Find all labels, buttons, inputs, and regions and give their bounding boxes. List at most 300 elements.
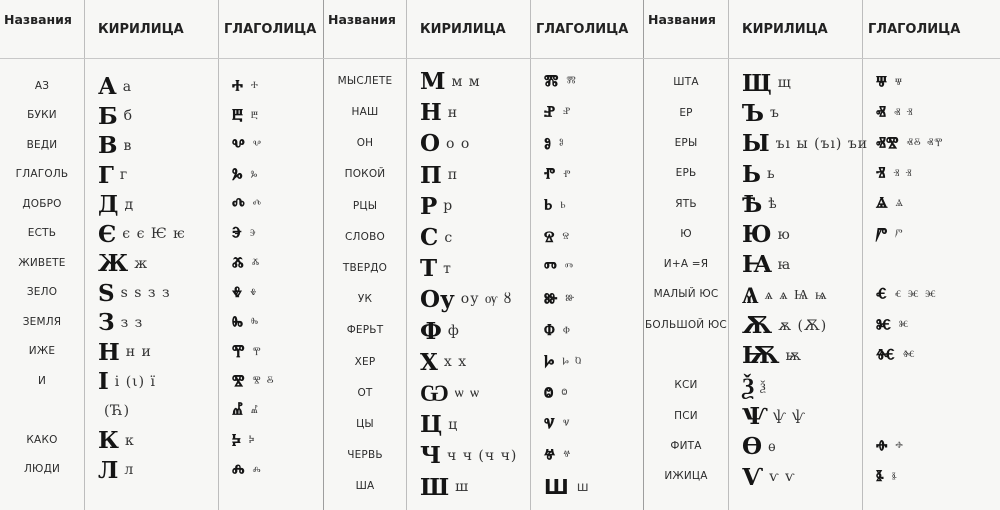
glagolitic-capital: ⱌ bbox=[544, 412, 555, 437]
letter-name: КАКО bbox=[26, 433, 58, 446]
cyrillic-variants: ѫ (Ѫ) bbox=[778, 317, 828, 334]
glagolitic-forms bbox=[876, 129, 996, 159]
cyrillic-forms bbox=[742, 68, 860, 98]
cyrillic-forms bbox=[742, 401, 860, 431]
letter-name: ЖИВЕТЕ bbox=[18, 256, 66, 269]
glagolitic-capital: ⰴ bbox=[232, 192, 245, 217]
cyrillic-variants: л bbox=[124, 462, 135, 479]
glagolitic-capital: ⱋ bbox=[876, 71, 887, 96]
cyrillic-forms bbox=[98, 161, 216, 191]
letter-name: УК bbox=[357, 293, 373, 306]
glagolitic-forms bbox=[232, 249, 320, 279]
glagolitic-variants: ⰺ ⰻ bbox=[252, 374, 275, 390]
glagolitic-capital: ⰹ bbox=[232, 340, 245, 365]
column-divider bbox=[406, 0, 407, 510]
cyrillic-forms bbox=[98, 190, 216, 220]
glagolitic-variants: ⰷ bbox=[249, 285, 258, 301]
glagolitic-forms bbox=[232, 426, 320, 456]
cyrillic-capital: Ъ bbox=[742, 99, 765, 127]
letter-name: Ю bbox=[680, 227, 692, 240]
glagolitic-capital: ⰿ bbox=[544, 69, 559, 94]
cyrillic-capital: Ѭ bbox=[742, 342, 780, 370]
glagolitic-capital: ⱄ bbox=[544, 225, 555, 250]
cyrillic-capital: М bbox=[420, 68, 446, 96]
cyrillic-capital: Є bbox=[98, 220, 117, 248]
cyrillic-capital: Ѯ bbox=[742, 372, 755, 400]
letter-name: ЕРЫ bbox=[674, 136, 698, 149]
cyrillic-variants: ѡ ѡ bbox=[454, 385, 480, 402]
cyrillic-forms bbox=[742, 129, 869, 159]
glagolitic-variants: ⰰ bbox=[250, 79, 259, 95]
letter-name: РЦЫ bbox=[352, 199, 378, 212]
letter-name: ЕР bbox=[679, 106, 693, 119]
glagolitic-forms bbox=[232, 279, 320, 309]
glagolitic-variants: ⱔ ⱗ ⱗ bbox=[894, 287, 937, 303]
cyrillic-capital: К bbox=[98, 427, 119, 455]
glagolitic-forms bbox=[232, 161, 320, 191]
glagolitic-variants: ⰲ bbox=[252, 138, 263, 154]
cyrillic-forms bbox=[98, 249, 216, 279]
glagolitic-variants: ⱘ bbox=[898, 318, 910, 334]
letter-name: АЗ bbox=[34, 79, 50, 92]
cyrillic-forms bbox=[420, 472, 528, 503]
glagolitic-capital: ⰺ bbox=[232, 369, 245, 394]
glagolitic-capital: ⰵ bbox=[232, 222, 242, 247]
glagolitic-forms bbox=[876, 371, 996, 401]
glagolitic-variants: ⰿ bbox=[566, 74, 577, 90]
cyrillic-capital: Ж bbox=[98, 250, 129, 278]
cyrillic-variants: ь bbox=[766, 166, 776, 183]
glagolitic-capital: ⰲ bbox=[232, 133, 245, 158]
cyrillic-variants: ѧ ѧ Ѩ ѩ bbox=[764, 286, 828, 303]
glagolitic-variants: ⰹ bbox=[252, 344, 262, 360]
letter-name: СЛОВО bbox=[345, 230, 385, 243]
cyrillic-capital: Ы bbox=[742, 130, 770, 158]
glagolitic-forms bbox=[876, 341, 996, 371]
column-divider bbox=[84, 0, 85, 510]
panel-3 bbox=[644, 0, 1000, 510]
cyrillic-capital: Н bbox=[420, 99, 442, 127]
glagolitic-forms bbox=[876, 280, 996, 310]
cyrillic-variants: ф bbox=[447, 323, 460, 340]
cyrillic-forms bbox=[420, 222, 528, 253]
letter-name: И+А =Я bbox=[663, 258, 709, 271]
glagolitic-capital: ⰳ bbox=[232, 163, 243, 188]
cyrillic-forms bbox=[420, 284, 528, 315]
cyrillic-capital: Ѫ bbox=[742, 312, 773, 340]
cyrillic-variants: ж bbox=[134, 255, 149, 272]
cyrillic-forms bbox=[98, 102, 216, 132]
cyrillic-variants: х х bbox=[443, 354, 468, 371]
letter-name: ФЕРЬТ bbox=[346, 324, 384, 337]
column-divider bbox=[862, 0, 863, 510]
header-rule bbox=[0, 58, 324, 59]
glagolitic-capital: ⱚ bbox=[876, 434, 888, 459]
cyrillic-forms bbox=[742, 310, 860, 340]
glagolitic-variants: ⰱ bbox=[250, 108, 260, 124]
letter-name: ПОКОЙ bbox=[344, 168, 386, 181]
cyrillic-capital: С bbox=[420, 224, 439, 252]
letter-name: ЯТЬ bbox=[675, 197, 697, 210]
cyrillic-variants: н и bbox=[125, 344, 152, 361]
header-glagolitic: ГЛАГОЛИЦА bbox=[868, 21, 961, 37]
glagolitic-capital: ⱛ bbox=[876, 465, 884, 490]
cyrillic-forms bbox=[420, 440, 528, 471]
cyrillic-forms bbox=[98, 131, 216, 161]
cyrillic-variants: ъı ы (ъı) ъи bbox=[775, 135, 869, 152]
cyrillic-variants: з з bbox=[120, 314, 144, 331]
glagolitic-capital: ⰶ bbox=[232, 251, 244, 276]
glagolitic-variants: ⱌ bbox=[562, 417, 571, 433]
glagolitic-variants: ⱈ ⱒ bbox=[562, 354, 583, 370]
cyrillic-variants: д bbox=[124, 196, 135, 213]
glagolitic-capital: ⱙ bbox=[876, 343, 895, 368]
glagolitic-capital: ⱘ bbox=[876, 313, 891, 338]
glagolitic-variants: ⱚ bbox=[895, 439, 904, 455]
cyrillic-capital: Ѱ bbox=[742, 402, 768, 430]
cyrillic-variants: п bbox=[447, 167, 459, 184]
glagolitic-variants: ⰶ bbox=[251, 256, 261, 272]
letter-name: ИЖИЦА bbox=[664, 470, 708, 483]
cyrillic-forms bbox=[420, 378, 528, 409]
letter-name: МЫСЛЕТЕ bbox=[337, 74, 393, 87]
glagolitic-variants: ⱓ bbox=[895, 227, 904, 243]
glagolitic-forms bbox=[876, 401, 996, 431]
glagolitic-variants: ⱑ bbox=[895, 196, 904, 212]
glagolitic-capital: ⱇ bbox=[544, 319, 555, 344]
cyrillic-forms bbox=[742, 462, 860, 492]
glagolitic-forms bbox=[544, 97, 640, 128]
glagolitic-forms bbox=[544, 66, 640, 97]
letter-name: ТВЕРДО bbox=[342, 262, 388, 274]
glagolitic-forms bbox=[544, 378, 640, 409]
glagolitic-capital: ⱅ bbox=[544, 256, 557, 281]
glagolitic-variants: ⰾ bbox=[252, 462, 262, 478]
letter-name: ЛЮДИ bbox=[23, 463, 61, 476]
glagolitic-forms bbox=[544, 472, 640, 503]
cyrillic-capital: Ѣ bbox=[742, 190, 763, 218]
glagolitic-variants: ⱆ bbox=[565, 292, 576, 308]
cyrillic-forms bbox=[98, 426, 216, 456]
glagolitic-forms bbox=[232, 308, 320, 338]
glagolitic-capital: ⱏⰺ bbox=[876, 131, 899, 156]
header-names: Названия bbox=[328, 12, 396, 27]
glagolitic-forms bbox=[232, 456, 320, 486]
cyrillic-variants: б bbox=[123, 108, 134, 125]
cyrillic-forms bbox=[742, 159, 860, 189]
cyrillic-capital: Ѳ bbox=[742, 433, 763, 461]
cyrillic-forms bbox=[420, 347, 528, 378]
column-divider bbox=[728, 0, 729, 510]
glagolitic-forms bbox=[544, 160, 640, 191]
cyrillic-forms bbox=[98, 220, 216, 250]
cyrillic-capital: Ч bbox=[420, 442, 442, 470]
glagolitic-forms bbox=[876, 189, 996, 219]
glagolitic-forms bbox=[544, 347, 640, 378]
letter-name: ДОБРО bbox=[22, 197, 62, 210]
letter-name: ЦЫ bbox=[356, 418, 374, 430]
cyrillic-variants: і (ι) ї bbox=[114, 373, 157, 390]
cyrillic-variants: ш bbox=[455, 479, 470, 496]
glagolitic-variants: ⰳ bbox=[250, 167, 259, 183]
cyrillic-variants: о о bbox=[446, 135, 471, 152]
cyrillic-variants: ꙗ bbox=[777, 256, 792, 273]
header-cyrillic: КИРИЛИЦА bbox=[98, 21, 184, 37]
glagolitic-variants: ⱇ bbox=[562, 323, 571, 339]
glagolitic-forms bbox=[544, 191, 640, 222]
glagolitic-capital: ⱑ bbox=[876, 192, 888, 217]
glagolitic-capital: ⰽ bbox=[232, 428, 241, 453]
cyrillic-variants: (Ћ) bbox=[104, 403, 131, 420]
glagolitic-forms bbox=[232, 190, 320, 220]
letter-name: ГЛАГОЛЬ bbox=[15, 168, 69, 181]
glagolitic-forms bbox=[876, 462, 996, 492]
cyrillic-variants: г bbox=[119, 167, 129, 184]
glagolitic-capital: ⱁ bbox=[544, 131, 552, 156]
cyrillic-capital: Р bbox=[420, 192, 438, 220]
cyrillic-capital: Д bbox=[98, 191, 119, 219]
cyrillic-variants: ѭ bbox=[785, 347, 803, 364]
cyrillic-variants: н bbox=[447, 104, 459, 121]
glagolitic-capital: ⱔ bbox=[876, 283, 887, 308]
cyrillic-capital: Г bbox=[98, 161, 114, 189]
cyrillic-forms bbox=[420, 160, 528, 191]
glagolitic-variants: ⱏ ⱐ bbox=[893, 105, 914, 121]
cyrillic-variants: к bbox=[124, 432, 135, 449]
letter-name: ШТА bbox=[673, 76, 699, 89]
cyrillic-forms bbox=[420, 66, 528, 97]
glagolitic-variants: ⱁ bbox=[559, 136, 565, 152]
cyrillic-capital: І bbox=[98, 368, 109, 396]
cyrillic-forms bbox=[420, 97, 528, 128]
glagolitic-capital: ⱍ bbox=[544, 443, 556, 468]
cyrillic-capital: Т bbox=[420, 255, 438, 283]
cyrillic-capital: Х bbox=[420, 348, 438, 376]
letter-name: ЗЕЛО bbox=[26, 286, 58, 299]
cyrillic-variants: ѱ ѱ bbox=[773, 408, 806, 425]
glagolitic-capital: ⱏ bbox=[876, 101, 886, 126]
letter-name: БОЛЬШОЙ ЮС bbox=[645, 318, 727, 331]
cyrillic-capital: Ѵ bbox=[742, 463, 764, 491]
glagolitic-capital: ⰸ bbox=[232, 310, 243, 335]
glagolitic-capital: Ш bbox=[544, 475, 569, 500]
glagolitic-forms bbox=[232, 220, 320, 250]
glagolitic-variants: ш bbox=[576, 479, 590, 495]
cyrillic-variants: ѕ ѕ з з bbox=[120, 285, 171, 302]
glagolitic-capital: ⱈ bbox=[544, 350, 555, 375]
column-divider bbox=[218, 0, 219, 510]
glagolitic-capital: ⱀ bbox=[544, 100, 556, 125]
glagolitic-forms bbox=[232, 102, 320, 132]
panel-1 bbox=[0, 0, 324, 510]
cyrillic-forms bbox=[742, 250, 860, 280]
letter-name: ЕСТЬ bbox=[27, 227, 57, 240]
cyrillic-variants: ю bbox=[777, 226, 791, 243]
letter-name: ФИТА bbox=[670, 439, 702, 452]
cyrillic-variants: ц bbox=[448, 416, 459, 433]
cyrillic-variants: с bbox=[444, 229, 454, 246]
letter-name: ОН bbox=[356, 137, 374, 150]
cyrillic-capital: Щ bbox=[742, 69, 772, 97]
glagolitic-capital: ⱉ bbox=[544, 381, 554, 406]
cyrillic-capital: П bbox=[420, 161, 442, 189]
cyrillic-variants: в bbox=[123, 137, 133, 154]
glagolitic-variants: ⰴ bbox=[252, 197, 263, 213]
cyrillic-forms bbox=[420, 191, 528, 222]
letter-name: И bbox=[37, 374, 47, 387]
cyrillic-variants: а bbox=[122, 78, 133, 95]
panel-2 bbox=[324, 0, 644, 510]
cyrillic-variants: м м bbox=[451, 73, 481, 90]
glagolitic-forms bbox=[876, 98, 996, 128]
cyrillic-forms bbox=[98, 456, 216, 486]
cyrillic-variants: р bbox=[443, 198, 454, 215]
glagolitic-capital: ⰱ bbox=[232, 104, 243, 129]
cyrillic-capital: Ꙗ bbox=[742, 251, 772, 279]
glagolitic-variants: ⰽ bbox=[248, 433, 256, 449]
cyrillic-capital: Оу bbox=[420, 286, 455, 314]
glagolitic-capital: ⱐ bbox=[876, 162, 886, 187]
cyrillic-forms bbox=[742, 371, 860, 401]
cyrillic-capital: А bbox=[98, 73, 117, 101]
cyrillic-variants: ѳ bbox=[768, 438, 777, 455]
glagolitic-variants: ⱋ bbox=[894, 75, 904, 91]
cyrillic-variants: ъ bbox=[770, 105, 780, 122]
cyrillic-forms bbox=[98, 279, 216, 309]
cyrillic-variants: є є Ѥ ѥ bbox=[122, 226, 186, 243]
glagolitic-variants: ⱙ bbox=[902, 348, 916, 364]
cyrillic-forms bbox=[742, 432, 860, 462]
letter-name: ЧЕРВЬ bbox=[347, 449, 383, 462]
cyrillic-forms bbox=[742, 189, 860, 219]
cyrillic-forms bbox=[742, 280, 860, 310]
letter-name: ЗЕМЛЯ bbox=[22, 315, 62, 328]
header-names: Названия bbox=[648, 12, 716, 27]
header-rule bbox=[644, 58, 1000, 59]
letter-name: ША bbox=[355, 480, 375, 493]
letter-name: БУКИ bbox=[27, 109, 57, 122]
glagolitic-variants: ⰵ bbox=[249, 226, 257, 242]
glagolitic-variants: ⱏⰻ ⱏⰹ bbox=[906, 136, 944, 152]
cyrillic-capital: Ѕ bbox=[98, 279, 115, 307]
header-glagolitic: ГЛАГОЛИЦА bbox=[536, 21, 629, 37]
letter-name bbox=[0, 397, 84, 427]
header-glagolitic: ГЛАГОЛИЦА bbox=[224, 21, 317, 37]
glagolitic-variants: ⱐ ⱐ bbox=[893, 166, 913, 182]
letter-name: ОТ bbox=[357, 386, 373, 399]
glagolitic-forms bbox=[876, 220, 996, 250]
header-names: Названия bbox=[4, 12, 72, 27]
glagolitic-capital: ⱂ bbox=[544, 163, 556, 188]
cyrillic-capital: Ш bbox=[420, 473, 450, 501]
glagolitic-forms bbox=[544, 253, 640, 284]
glagolitic-variants: ⰸ bbox=[251, 315, 260, 331]
glagolitic-forms bbox=[876, 68, 996, 98]
cyrillic-variants: ч ч (ч ч) bbox=[447, 447, 518, 464]
header-rule bbox=[324, 58, 644, 59]
glagolitic-forms bbox=[544, 222, 640, 253]
glagolitic-forms bbox=[544, 316, 640, 347]
cyrillic-capital: Л bbox=[98, 456, 119, 484]
cyrillic-forms bbox=[98, 338, 216, 368]
glagolitic-variants: ⰼ bbox=[250, 403, 259, 419]
cyrillic-variants: щ bbox=[777, 75, 792, 92]
letter-name: ВЕДИ bbox=[26, 138, 58, 151]
glagolitic-variants: ⱛ bbox=[891, 469, 898, 485]
cyrillic-forms bbox=[98, 308, 216, 338]
cyrillic-capital: О bbox=[420, 130, 441, 158]
letter-name: ЕРЬ bbox=[675, 167, 697, 180]
glagolitic-variants: ⱉ bbox=[561, 386, 569, 402]
letter-name bbox=[644, 341, 728, 371]
glagolitic-capital: ⱆ bbox=[544, 287, 558, 312]
glagolitic-variants: ⱅ bbox=[564, 261, 575, 277]
letter-name: ПСИ bbox=[674, 409, 698, 422]
glagolitic-forms bbox=[232, 72, 320, 102]
cyrillic-forms bbox=[420, 409, 528, 440]
cyrillic-variants: оу ѹ ȣ bbox=[460, 291, 513, 308]
cyrillic-variants: ѵ ѵ bbox=[769, 469, 796, 486]
glagolitic-forms bbox=[876, 432, 996, 462]
glagolitic-forms bbox=[544, 128, 640, 159]
cyrillic-capital: Ь bbox=[742, 160, 761, 188]
cyrillic-capital: З bbox=[98, 309, 115, 337]
header-cyrillic: КИРИЛИЦА bbox=[420, 21, 506, 37]
cyrillic-capital: В bbox=[98, 132, 118, 160]
cyrillic-capital: Ю bbox=[742, 221, 772, 249]
glagolitic-variants: ⱍ bbox=[563, 448, 572, 464]
glagolitic-variants: ⱀ bbox=[563, 105, 572, 121]
glagolitic-capital: ⰷ bbox=[232, 281, 242, 306]
glagolitic-forms bbox=[232, 131, 320, 161]
letter-name: ХЕР bbox=[354, 355, 376, 368]
glagolitic-variants: ⱃ bbox=[560, 198, 567, 214]
glagolitic-forms bbox=[544, 284, 640, 315]
glagolitic-variants: ⱂ bbox=[563, 167, 572, 183]
cyrillic-capital: Н bbox=[98, 338, 120, 366]
cyrillic-capital: Ф bbox=[420, 317, 442, 345]
glagolitic-capital: ⱓ bbox=[876, 222, 888, 247]
glagolitic-forms bbox=[232, 397, 320, 427]
letter-name: КСИ bbox=[674, 379, 698, 392]
cyrillic-forms bbox=[742, 98, 860, 128]
cyrillic-variants: ѯ bbox=[760, 377, 767, 394]
glagolitic-forms bbox=[876, 159, 996, 189]
glagolitic-capital: ⰼ bbox=[232, 399, 243, 424]
glagolitic-forms bbox=[232, 338, 320, 368]
cyrillic-forms bbox=[98, 367, 216, 397]
header-cyrillic: КИРИЛИЦА bbox=[742, 21, 828, 37]
glagolitic-forms bbox=[544, 440, 640, 471]
glagolitic-forms bbox=[876, 310, 996, 340]
cyrillic-forms bbox=[420, 316, 528, 347]
cyrillic-capital: Ѧ bbox=[742, 281, 759, 309]
cyrillic-variants: т bbox=[443, 260, 452, 277]
cyrillic-forms bbox=[98, 397, 216, 427]
column-divider bbox=[530, 0, 531, 510]
cyrillic-forms bbox=[742, 341, 860, 371]
cyrillic-forms bbox=[98, 72, 216, 102]
cyrillic-capital: Ц bbox=[420, 411, 443, 439]
letter-name: ИЖЕ bbox=[28, 345, 56, 358]
letter-name: НАШ bbox=[351, 106, 379, 118]
cyrillic-capital: Ѡ bbox=[420, 380, 449, 408]
glagolitic-capital: ⰰ bbox=[232, 74, 243, 99]
glagolitic-variants: ⱄ bbox=[562, 230, 571, 246]
glagolitic-forms bbox=[232, 367, 320, 397]
letter-name: МАЛЫЙ ЮС bbox=[653, 288, 719, 301]
glagolitic-capital: ⰾ bbox=[232, 458, 245, 483]
